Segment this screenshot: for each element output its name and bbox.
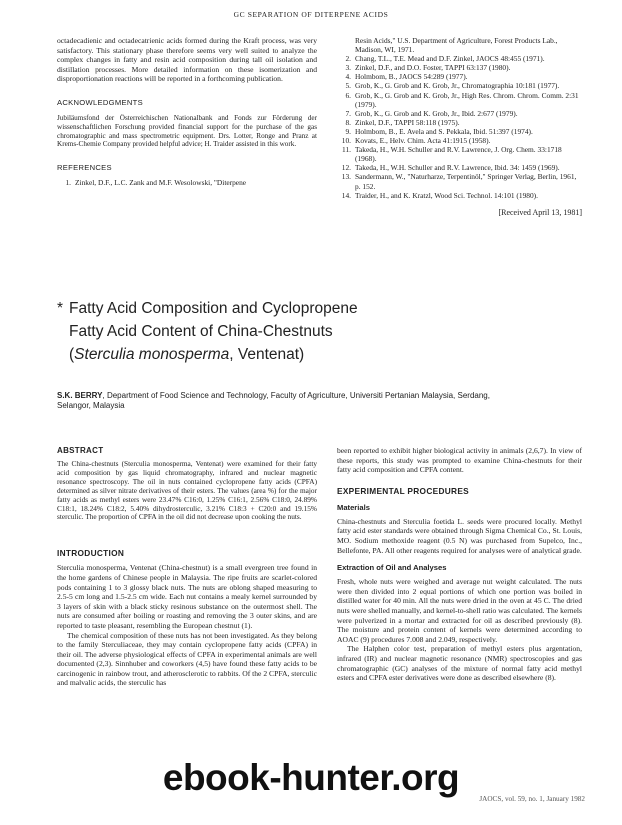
page-footer: JAOCS, vol. 59, no. 1, January 1982 (479, 795, 585, 803)
extraction-heading: Extraction of Oil and Analyses (337, 563, 447, 573)
article-left-column (57, 446, 317, 688)
author-name: S.K. BERRY (57, 391, 103, 400)
running-header: GC SEPARATION OF DITERPENE ACIDS (233, 10, 389, 19)
reference-item: 11. Takeda, H., W.H. Schuller and R.V. Lawrence, J. Org. Chem. 33:1718 (1968). (342, 145, 562, 164)
right-continuation-paragraph: been reported to exhibit higher biological activity in animals (2,6,7). In view of these reports, this study was prompted to examine China-chestnuts for their fatty acid composition and CPFA content. (337, 446, 582, 475)
author-line (57, 391, 517, 411)
title-line-1: Fatty Acid Composition and Cyclopropene (69, 300, 358, 317)
reference-item: 10. Kovats, E., Helv. Chim. Acta 41:1915 (1958). (341, 136, 491, 146)
abstract-heading: ABSTRACT (57, 446, 104, 455)
prev-article-left-column (57, 36, 317, 187)
reference-item: 3. Zinkel, D.F., and D.O. Foster, TAPPI 63:137 (1980). (345, 63, 511, 73)
reference-item: 9. Holmbom, B., E. Avela and S. Pekkala, Ibid. 51:397 (1974). (345, 126, 533, 136)
references-list-left (57, 178, 317, 187)
reference-item: 12. Takeda, H., W.H. Schuller and R.V. Lawrence, Ibid. 34: 1459 (1969). (341, 163, 560, 173)
reference-item: 8. Zinkel, D.F., TAPPI 58:118 (1975). (345, 117, 460, 127)
prev-article-paragraph: octadecadienic and octadecatrienic acids formed during the Kraft process, was very satisfactory. This stationary phase therefore seems very well suited to analyze the complex changes in fatty and resin acid composition during tall oil isolation and distillation processes. More detailed information on these isomerization and disproportionation reactions will be reported in a forthcoming publication. (57, 36, 317, 84)
reference-item: 14. Traider, H., and K. Kratzl, Wood Sci. Technol. 14:101 (1980). (341, 190, 538, 200)
introduction-paragraph-1: Sterculia monosperma, Ventenat (China-chestnut) is a small evergreen tree found in the home gardens of Chinese people in Malaysia. The ripe fruits are scarlet-colored pods containing 1 to 3 glossy black nuts. The nuts are oblong shaped measuring to 2.5-5 cm long and 1.5-2.5 cm wide. Each nut contains a mealy kernel surrounded by 3 layers of skin with a black sticky resinous substance on the outermost shell. The nuts are consumed after boiling or roasting and removing the 3 outer skins, and are reported to taste pleasant, resembling the European chestnut (1). (57, 563, 317, 630)
materials-text: China-chestnuts and Sterculia foetida L. seeds were procured locally. Methyl fatty acid ester standards were obtained through Sigma Chemical Co., St. Louis, MO. Sodium methoxide reagent (0.5 N) was purchased from Supelco, Inc., Bellefonte, PA. All other reagents required for analyses were of analytical grade. (337, 516, 582, 555)
reference-item: 13. Sandermann, W., "Naturharze, Terpentinöl," Springer Verlag, Berlin, 1961, p. 152. (341, 172, 577, 191)
references-list-right (337, 36, 582, 200)
reference-item: 4. Holmbom, B., JAOCS 54:289 (1977). (345, 72, 468, 82)
author-affiliation: , Department of Food Science and Technology, Faculty of Agriculture, Universiti Pertanian Malaysia, Serdang, Selangor, Malaysia (57, 391, 490, 410)
introduction-paragraph-2: The chemical composition of these nuts has not been investigated. As they belong to the family Sterculiaceae, they may contain cyclopropene fatty acids (CPFA) in their oil. The adverse physiological effects of CPFA in experimental animals are well documented (2,3). Sinnhuber and coworkers (4,5) have found these fatty acids to be carcinogenic in rainbow trout, and atherosclerotic to rabbits. Of the 2 CPFA, sterculic and malvalic acids, the sterculic has (57, 630, 317, 688)
reference-continuation: Resin Acids," U.S. Department of Agriculture, Forest Products Lab., Madison, WI, 1971. (355, 36, 558, 55)
asterisk-icon: * (57, 300, 64, 317)
reference-item: 1. Zinkel, D.F., L.C. Zank and M.F. Wesolowski, "Diterpene (65, 178, 247, 188)
references-heading: REFERENCES (57, 163, 112, 173)
received-date: [Received April 13, 1981] (498, 207, 582, 217)
reference-item: 2. Chang, T.L., T.E. Mead and D.F. Zinkel, JAOCS 48:455 (1971). (345, 54, 545, 64)
title-line-3: (Sterculia monosperma, Ventenat) (69, 346, 305, 363)
article-title (57, 297, 358, 366)
introduction-heading: INTRODUCTION (57, 548, 125, 559)
watermark: ebook-hunter.org (162, 757, 460, 798)
reference-item: 7. Grob, K., G. Grob and K. Grob, Jr., Ibid. 2:677 (1979). (345, 108, 518, 118)
prev-article-right-column (337, 36, 582, 217)
abstract-text: The China-chestnuts (Sterculia monosperma, Ventenat) were examined for their fatty acid composition by gas liquid chromatography, infrared and nuclear magnetic resonance spectroscopy. The oil in nuts contained cyclopropene fatty acids (CPFA) determined as silver nitrate derivatives of their esters. The values (area %) for the major fatty acids as methyl esters were 23.47% C16:0, 1.25% C16:1, 2.56% C18:0, 24.89% C18:1, 18.24% C18:2, 5.40% dihydrosterculic, 3.21% C18:3 + C20:0 and 19.15% sterculic. The proportion of CPFA in the oil did not decrease upon cooking the nuts. (57, 459, 317, 522)
extraction-paragraph-2: The Halphen color test, preparation of methyl esters plus argentation, infrared (IR) and nuclear magnetic resonance (NMR) spectroscopies and gas chromatographic (GC) analyses of the mixture of normal fatty acid methyl esters and CPFA ester derivatives were done as described elsewhere (8). (337, 644, 582, 683)
reference-item: 6. Grob, K., G. Grob and K. Grob, Jr., High Res. Chrom. Chrom. Comm. 2:31 (1979). (345, 90, 579, 109)
reference-item: 5. Grob, K., G. Grob and K. Grob, Jr., Chromatographia 10:181 (1977). (345, 81, 560, 91)
extraction-paragraph-1: Fresh, whole nuts were weighed and average nut weight calculated. The nuts were then divided into 2 equal portions of which one portion was boiled in distilled water for 40 min. All the nuts were dried in the oven at 45 C. The dried nuts were shelled manually, and kernel-to-shell ratio was calculated. The kernels were pulverized in a mortar and extracted for oil as described previously (8). The moisture and protein content of kernels were determined according to AOAC (9) procedures 7.008 and 2.049, respectively. (337, 577, 582, 644)
experimental-heading: EXPERIMENTAL PROCEDURES (337, 485, 469, 496)
acknowledgments-text: Jubiläumsfond der Österreichischen Nationalbank and Fonds zur Förderung der wissenschaftlichen Forschung provided financial support for the purchase of the gas chromatographic and mass spectrometric equipment. Drs. Lotter, Ronge and Pranz at Krems-Chemie Company provided helpful advice; H. Traider assisted in this work. (57, 113, 317, 149)
acknowledgments-heading: ACKNOWLEDGMENTS (57, 97, 143, 107)
article-right-column (337, 446, 582, 683)
materials-heading: Materials (337, 502, 370, 512)
title-line-2: Fatty Acid Content of China-Chestnuts (69, 323, 333, 340)
